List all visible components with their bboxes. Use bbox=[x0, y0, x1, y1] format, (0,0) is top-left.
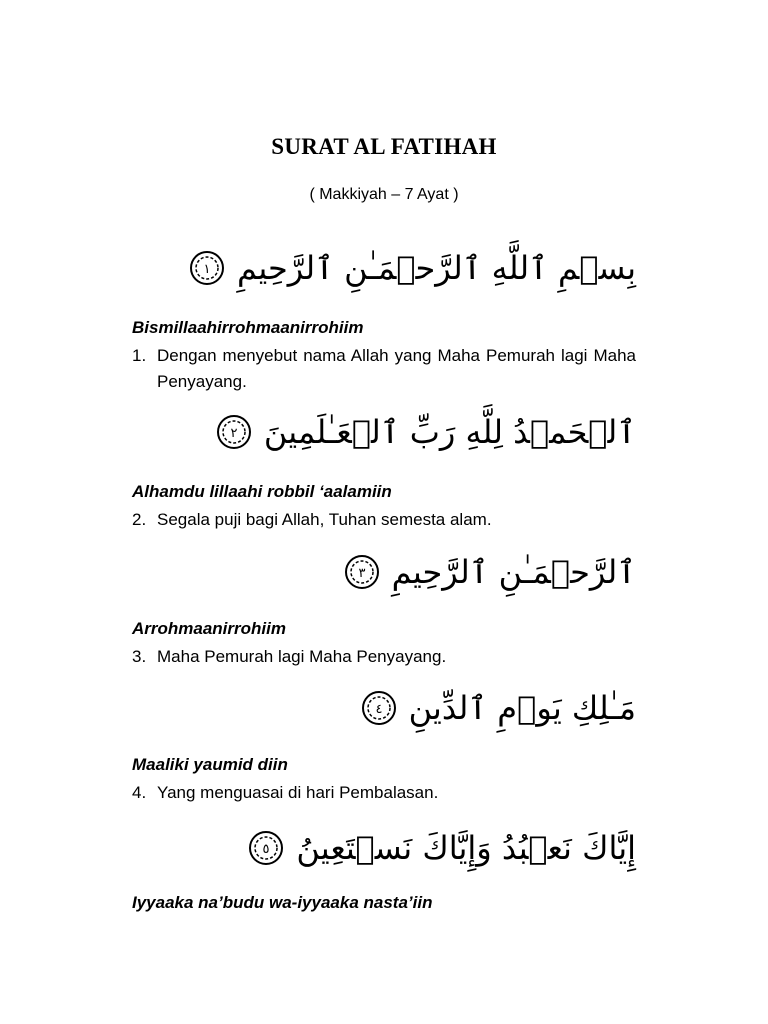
verse-number: 3. bbox=[132, 647, 147, 666]
svg-text:٢: ٢ bbox=[230, 426, 238, 441]
ayah-marker-icon bbox=[214, 412, 254, 452]
transliteration-5: Iyyaaka na’budu wa-iyyaaka nasta’iin bbox=[132, 893, 433, 912]
arabic-text: ٱلۡحَمۡدُ لِلَّهِ رَبِّ ٱلۡعَـٰلَمِينَ bbox=[263, 413, 636, 451]
translation-3 bbox=[132, 644, 636, 670]
ayah-marker-icon bbox=[342, 552, 382, 592]
transliteration-4: Maaliki yaumid diin bbox=[132, 755, 288, 774]
arabic-text: مَـٰلِكِ يَوۡمِ ٱلدِّينِ bbox=[408, 689, 636, 727]
transliteration-2: Alhamdu lillaahi robbil ‘aalamiin bbox=[132, 482, 392, 501]
arabic-text: إِيَّاكَ نَعۡبُدُ وَإِيَّاكَ نَسۡتَعِينُ bbox=[296, 829, 636, 867]
svg-text:٥: ٥ bbox=[262, 842, 270, 857]
surah-subtitle: ( Makkiyah – 7 Ayat ) bbox=[309, 186, 459, 203]
translation-4 bbox=[132, 780, 636, 806]
arabic-verse-2 bbox=[132, 412, 636, 452]
arabic-verse-3 bbox=[132, 552, 636, 592]
translation-2 bbox=[132, 507, 636, 533]
verse-number: 2. bbox=[132, 510, 147, 529]
arabic-verse-5 bbox=[132, 828, 636, 868]
page-title: SURAT AL FATIHAH bbox=[271, 134, 497, 159]
arabic-verse-4 bbox=[132, 688, 636, 728]
transliteration-3: Arrohmaanirrohiim bbox=[132, 619, 286, 638]
arabic-text: ٱلرَّحۡمَـٰنِ ٱلرَّحِيمِ bbox=[391, 553, 636, 591]
ayah-marker-icon bbox=[187, 248, 227, 288]
translation-text: Maha Pemurah lagi Maha Penyayang. bbox=[157, 647, 447, 666]
translation-text: Dengan menyebut nama Allah yang Maha Pemurah lagi Maha Penyayang. bbox=[157, 346, 636, 391]
translation-text: Segala puji bagi Allah, Tuhan semesta alam. bbox=[157, 510, 492, 529]
verse-number: 4. bbox=[132, 783, 147, 802]
arabic-text: بِسۡمِ ٱللَّهِ ٱلرَّحۡمَـٰنِ ٱلرَّحِيمِ bbox=[237, 249, 636, 287]
ayah-marker-icon bbox=[246, 828, 286, 868]
translation-text: Yang menguasai di hari Pembalasan. bbox=[157, 783, 439, 802]
verse-number: 1. bbox=[132, 346, 147, 365]
ayah-marker-icon bbox=[359, 688, 399, 728]
translation-1 bbox=[132, 343, 636, 395]
arabic-verse-1 bbox=[132, 248, 636, 288]
transliteration-1: Bismillaahirrohmaanirrohiim bbox=[132, 318, 364, 337]
svg-text:٤: ٤ bbox=[375, 702, 383, 717]
svg-text:١: ١ bbox=[203, 262, 211, 277]
svg-text:٣: ٣ bbox=[358, 566, 366, 581]
